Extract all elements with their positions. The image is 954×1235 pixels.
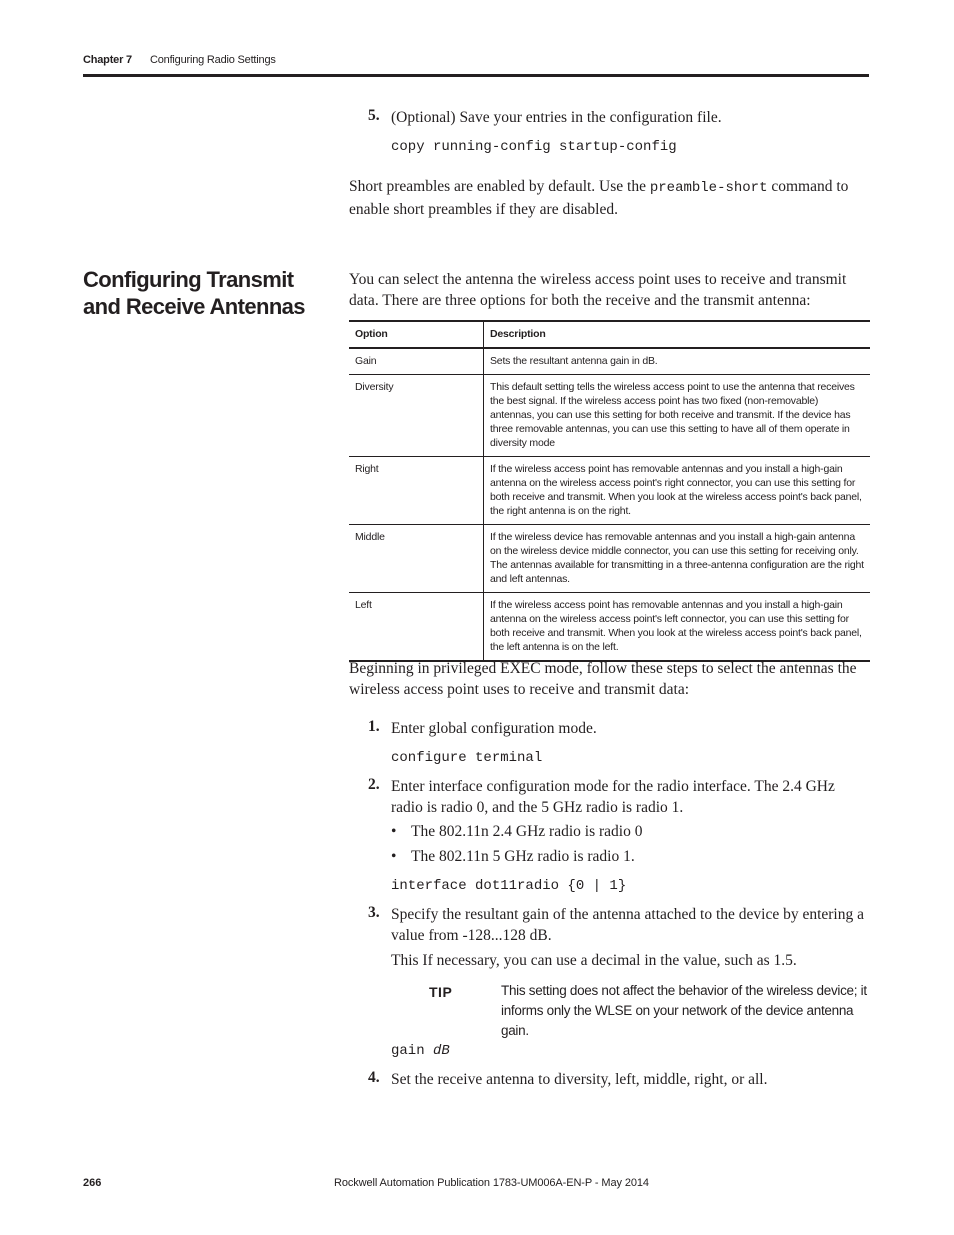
inline-code: preamble-short xyxy=(649,180,768,196)
step-text: Specify the resultant gain of the antenna attached to the device by entering a value from -128...128 dB. xyxy=(391,906,864,944)
step-note: This If necessary, you can use a decimal in the value, such as 1.5. xyxy=(391,952,797,969)
description-cell: If the wireless device has removable antennas and you install a high-gain antenna on the wireless device middle connector, you can use this setting for receiving only. The antennas available for transmitting in a three-antenna configuration are the right and left antennas. xyxy=(490,531,864,585)
publication-info: Rockwell Automation Publication 1783-UM006A-EN-P - May 2014 xyxy=(334,1177,649,1189)
chapter-label: Chapter 7 xyxy=(83,54,132,66)
list-item: • The 802.11n 5 GHz radio is radio 1. xyxy=(391,848,635,865)
step-number: 5. xyxy=(368,107,380,124)
description-cell: Sets the resultant antenna gain in dB. xyxy=(490,355,658,367)
header-rule xyxy=(83,74,869,77)
table-row xyxy=(349,375,870,457)
table-row xyxy=(349,525,870,593)
description-cell: This default setting tells the wireless access point to use the antenna that receives the best signal. If the wireless access point has two fixed (non-removable) antennas, you can use this setting for both receive and transmit. If the device has three removable antennas, you can use this setting to have all of them operate in diversity mode xyxy=(490,381,855,449)
option-cell: Right xyxy=(349,457,484,525)
column-header-option: Option xyxy=(349,321,484,348)
column-header-description: Description xyxy=(490,328,546,340)
step-text: Set the receive antenna to diversity, left, middle, right, or all. xyxy=(391,1071,768,1088)
code-argument: dB xyxy=(433,1043,450,1059)
tip-text: This setting does not affect the behavior of the wireless device; it informs only the WLSE on your network of the device antenna gain. xyxy=(501,983,867,1038)
code-command: copy running-config startup-config xyxy=(391,139,677,155)
preamble-paragraph: Short preambles are enabled by default. Use the preamble-short command to enable short preambles if they are disabled. xyxy=(349,178,849,218)
list-item: • The 802.11n 2.4 GHz radio is radio 0 xyxy=(391,823,643,840)
section-intro: You can select the antenna the wireless access point uses to receive and transmit data. There are three options for both the receive and the transmit antenna: xyxy=(349,271,847,309)
option-cell: Diversity xyxy=(349,375,484,457)
option-cell: Left xyxy=(349,593,484,662)
step-text: (Optional) Save your entries in the configuration file. xyxy=(391,109,722,126)
running-header xyxy=(83,54,276,66)
step-number: 3. xyxy=(368,904,380,921)
table-row xyxy=(349,457,870,525)
chapter-title: Configuring Radio Settings xyxy=(150,54,276,66)
step-number: 2. xyxy=(368,776,380,793)
code-command: interface dot11radio {0 | 1} xyxy=(391,878,627,894)
description-cell: If the wireless access point has removable antennas and you install a high-gain antenna on the wireless access point's left connector, you can use this setting for both receive and transmit. When you look at the wireless access point's back panel, the left antenna is on the left. xyxy=(490,599,862,653)
option-cell: Middle xyxy=(349,525,484,593)
step-number: 1. xyxy=(368,718,380,735)
step-text: Enter global configuration mode. xyxy=(391,720,597,737)
table-row xyxy=(349,593,870,662)
option-cell: Gain xyxy=(349,348,484,375)
code-command: gain dB xyxy=(391,1043,450,1059)
antenna-options-table xyxy=(349,320,870,662)
table-row xyxy=(349,348,870,375)
step-number: 4. xyxy=(368,1069,380,1086)
table-header-row xyxy=(349,321,870,348)
steps-intro: Beginning in privileged EXEC mode, follow these steps to select the antennas the wireless access point uses to receive and transmit data: xyxy=(349,660,857,698)
section-heading: Configuring Transmit and Receive Antennas xyxy=(83,267,305,319)
step-text: Enter interface configuration mode for the radio interface. The 2.4 GHz radio is radio 0, and the 5 GHz radio is radio 1. xyxy=(391,778,835,816)
page-number: 266 xyxy=(83,1177,102,1189)
tip-label: TIP xyxy=(429,984,453,1000)
description-cell: If the wireless access point has removable antennas and you install a high-gain antenna on the wireless access point's right connector, you can use this setting for both receive and transmit. When you look at the wireless access point's back panel, the right antenna is on the right. xyxy=(490,463,862,517)
code-command: configure terminal xyxy=(391,750,543,766)
